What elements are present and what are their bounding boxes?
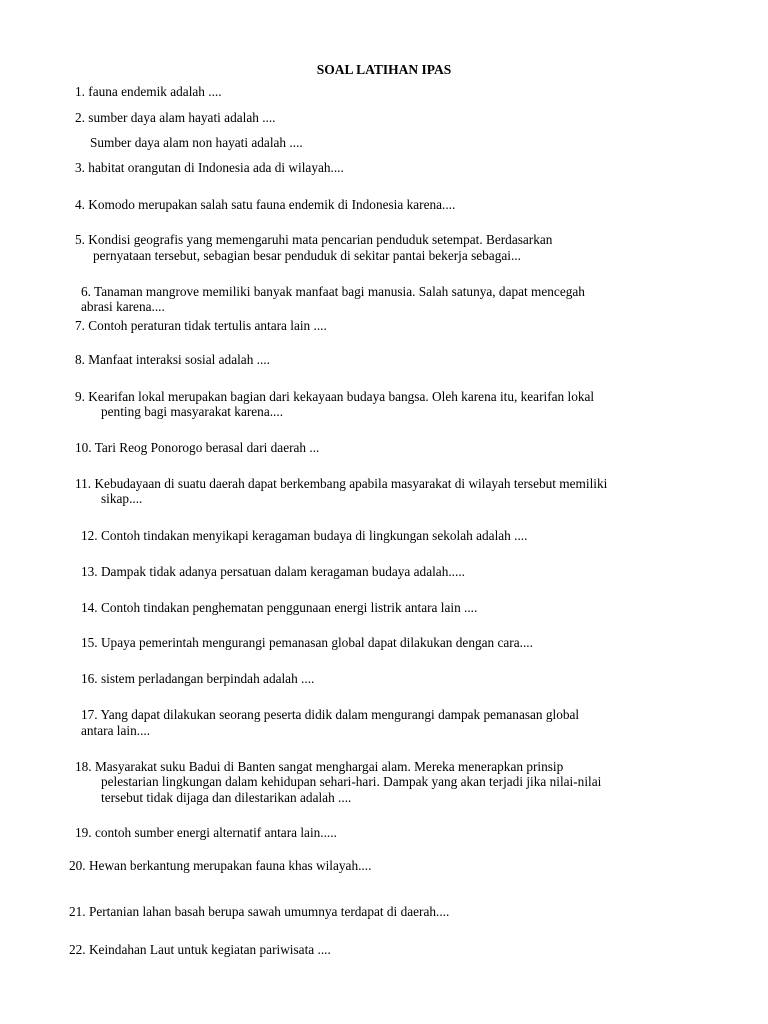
question-18: 18. Masyarakat suku Badui di Banten sangat menghargai alam. Mereka menerapkan prinsip — [75, 759, 564, 774]
question-1: 1. fauna endemik adalah .... — [75, 84, 222, 99]
question-14: 14. Contoh tindakan penghematan penggunaan energi listrik antara lain .... — [81, 600, 478, 615]
question-10: 10. Tari Reog Ponorogo berasal dari daerah ... — [75, 440, 320, 455]
question-6-cont: abrasi karena.... — [81, 299, 165, 314]
question-4: 4. Komodo merupakan salah satu fauna endemik di Indonesia karena.... — [75, 197, 456, 212]
question-15: 15. Upaya pemerintah mengurangi pemanasan global dapat dilakukan dengan cara.... — [81, 635, 533, 650]
question-9-cont: penting bagi masyarakat karena.... — [101, 404, 284, 419]
question-16: 16. sistem perladangan berpindah adalah .... — [81, 671, 315, 686]
question-11: 11. Kebudayaan di suatu daerah dapat berkembang apabila masyarakat di wilayah tersebut memiliki — [75, 476, 608, 491]
question-21: 21. Pertanian lahan basah berupa sawah umumnya terdapat di daerah.... — [69, 904, 450, 919]
question-19: 19. contoh sumber energi alternatif antara lain..... — [75, 825, 337, 840]
question-5: 5. Kondisi geografis yang memengaruhi mata pencarian penduduk setempat. Berdasarkan — [75, 232, 553, 247]
question-22: 22. Keindahan Laut untuk kegiatan pariwisata .... — [69, 942, 331, 957]
question-8: 8. Manfaat interaksi sosial adalah .... — [75, 352, 270, 367]
document-title: SOAL LATIHAN IPAS — [316, 62, 452, 77]
question-18-cont1: pelestarian lingkungan dalam kehidupan sehari-hari. Dampak yang akan terjadi jika nilai-nilai — [101, 774, 602, 789]
question-13: 13. Dampak tidak adanya persatuan dalam keragaman budaya adalah..... — [81, 564, 465, 579]
question-17: 17. Yang dapat dilakukan seorang peserta didik dalam mengurangi dampak pemanasan global — [81, 707, 580, 722]
question-2b: Sumber daya alam non hayati adalah .... — [90, 135, 303, 150]
question-5-cont: pernyataan tersebut, sebagian besar penduduk di sekitar pantai bekerja sebagai... — [93, 248, 521, 263]
question-3: 3. habitat orangutan di Indonesia ada di wilayah.... — [75, 160, 344, 175]
question-18-cont2: tersebut tidak dijaga dan dilestarikan adalah .... — [101, 790, 352, 805]
question-12: 12. Contoh tindakan menyikapi keragaman budaya di lingkungan sekolah adalah .... — [81, 528, 528, 543]
question-9: 9. Kearifan lokal merupakan bagian dari kekayaan budaya bangsa. Oleh karena itu, kearifan lokal — [75, 389, 595, 404]
question-7: 7. Contoh peraturan tidak tertulis antara lain .... — [75, 318, 327, 333]
question-17-cont: antara lain.... — [81, 723, 151, 738]
question-20: 20. Hewan berkantung merupakan fauna khas wilayah.... — [69, 858, 372, 873]
question-2: 2. sumber daya alam hayati adalah .... — [75, 110, 276, 125]
question-6: 6. Tanaman mangrove memiliki banyak manfaat bagi manusia. Salah satunya, dapat mencegah — [81, 284, 585, 299]
question-11-cont: sikap.... — [101, 491, 143, 506]
